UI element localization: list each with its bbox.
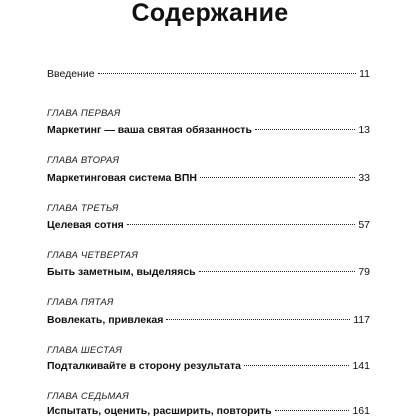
chapter-label: ГЛАВА ТРЕТЬЯ — [47, 203, 119, 214]
toc-entry-title: Быть заметным, выделяясь — [47, 266, 196, 278]
toc-entry-intro[interactable] — [47, 66, 370, 82]
chapter-label: ГЛАВА ПЕРВАЯ — [47, 108, 121, 119]
toc-entry-page: 161 — [352, 405, 370, 417]
toc-entry-chapter-5[interactable] — [47, 312, 370, 328]
dot-leader — [199, 270, 356, 272]
toc-entry-page: 13 — [358, 124, 370, 136]
toc-entry-page: 33 — [358, 172, 370, 184]
dot-leader — [166, 318, 350, 320]
toc-entry-chapter-2[interactable] — [47, 170, 370, 186]
chapter-label: ГЛАВА ЧЕТВЕРТАЯ — [47, 250, 139, 261]
toc-entry-title: Вовлекать, привлекая — [47, 314, 164, 326]
toc-entry-chapter-6[interactable] — [47, 358, 370, 374]
page-title: Содержание — [131, 0, 289, 27]
table-of-contents — [47, 0, 370, 420]
toc-entry-page: 141 — [352, 360, 370, 372]
toc-entry-chapter-1[interactable] — [47, 122, 370, 138]
chapter-label: ГЛАВА ВТОРАЯ — [47, 155, 120, 166]
toc-entry-title: Подталкивайте в сторону результата — [47, 360, 241, 372]
toc-entry-chapter-4[interactable] — [47, 264, 370, 280]
dot-leader — [200, 176, 355, 178]
dot-leader — [275, 409, 350, 411]
dot-leader — [98, 72, 357, 74]
dot-leader — [127, 223, 356, 225]
toc-entry-title: Испытать, оценить, расширить, повторить — [47, 405, 272, 417]
toc-entry-chapter-3[interactable] — [47, 217, 370, 233]
toc-entry-title: Введение — [47, 68, 95, 80]
toc-entry-title: Маркетинг — ваша святая обязанность — [47, 124, 252, 136]
chapter-label: ГЛАВА ШЕСТАЯ — [47, 345, 123, 356]
toc-entry-title: Целевая сотня — [47, 219, 124, 231]
dot-leader — [244, 364, 349, 366]
toc-entry-chapter-7[interactable] — [47, 403, 370, 419]
toc-entry-page: 11 — [359, 68, 370, 80]
toc-entry-page: 79 — [358, 266, 370, 278]
chapter-label: ГЛАВА СЕДЬМАЯ — [47, 391, 129, 402]
toc-entry-title: Маркетинговая система ВПН — [47, 172, 197, 184]
toc-entry-page: 57 — [358, 219, 370, 231]
toc-entry-page: 117 — [353, 314, 370, 326]
dot-leader — [255, 128, 355, 130]
chapter-label: ГЛАВА ПЯТАЯ — [47, 297, 114, 308]
